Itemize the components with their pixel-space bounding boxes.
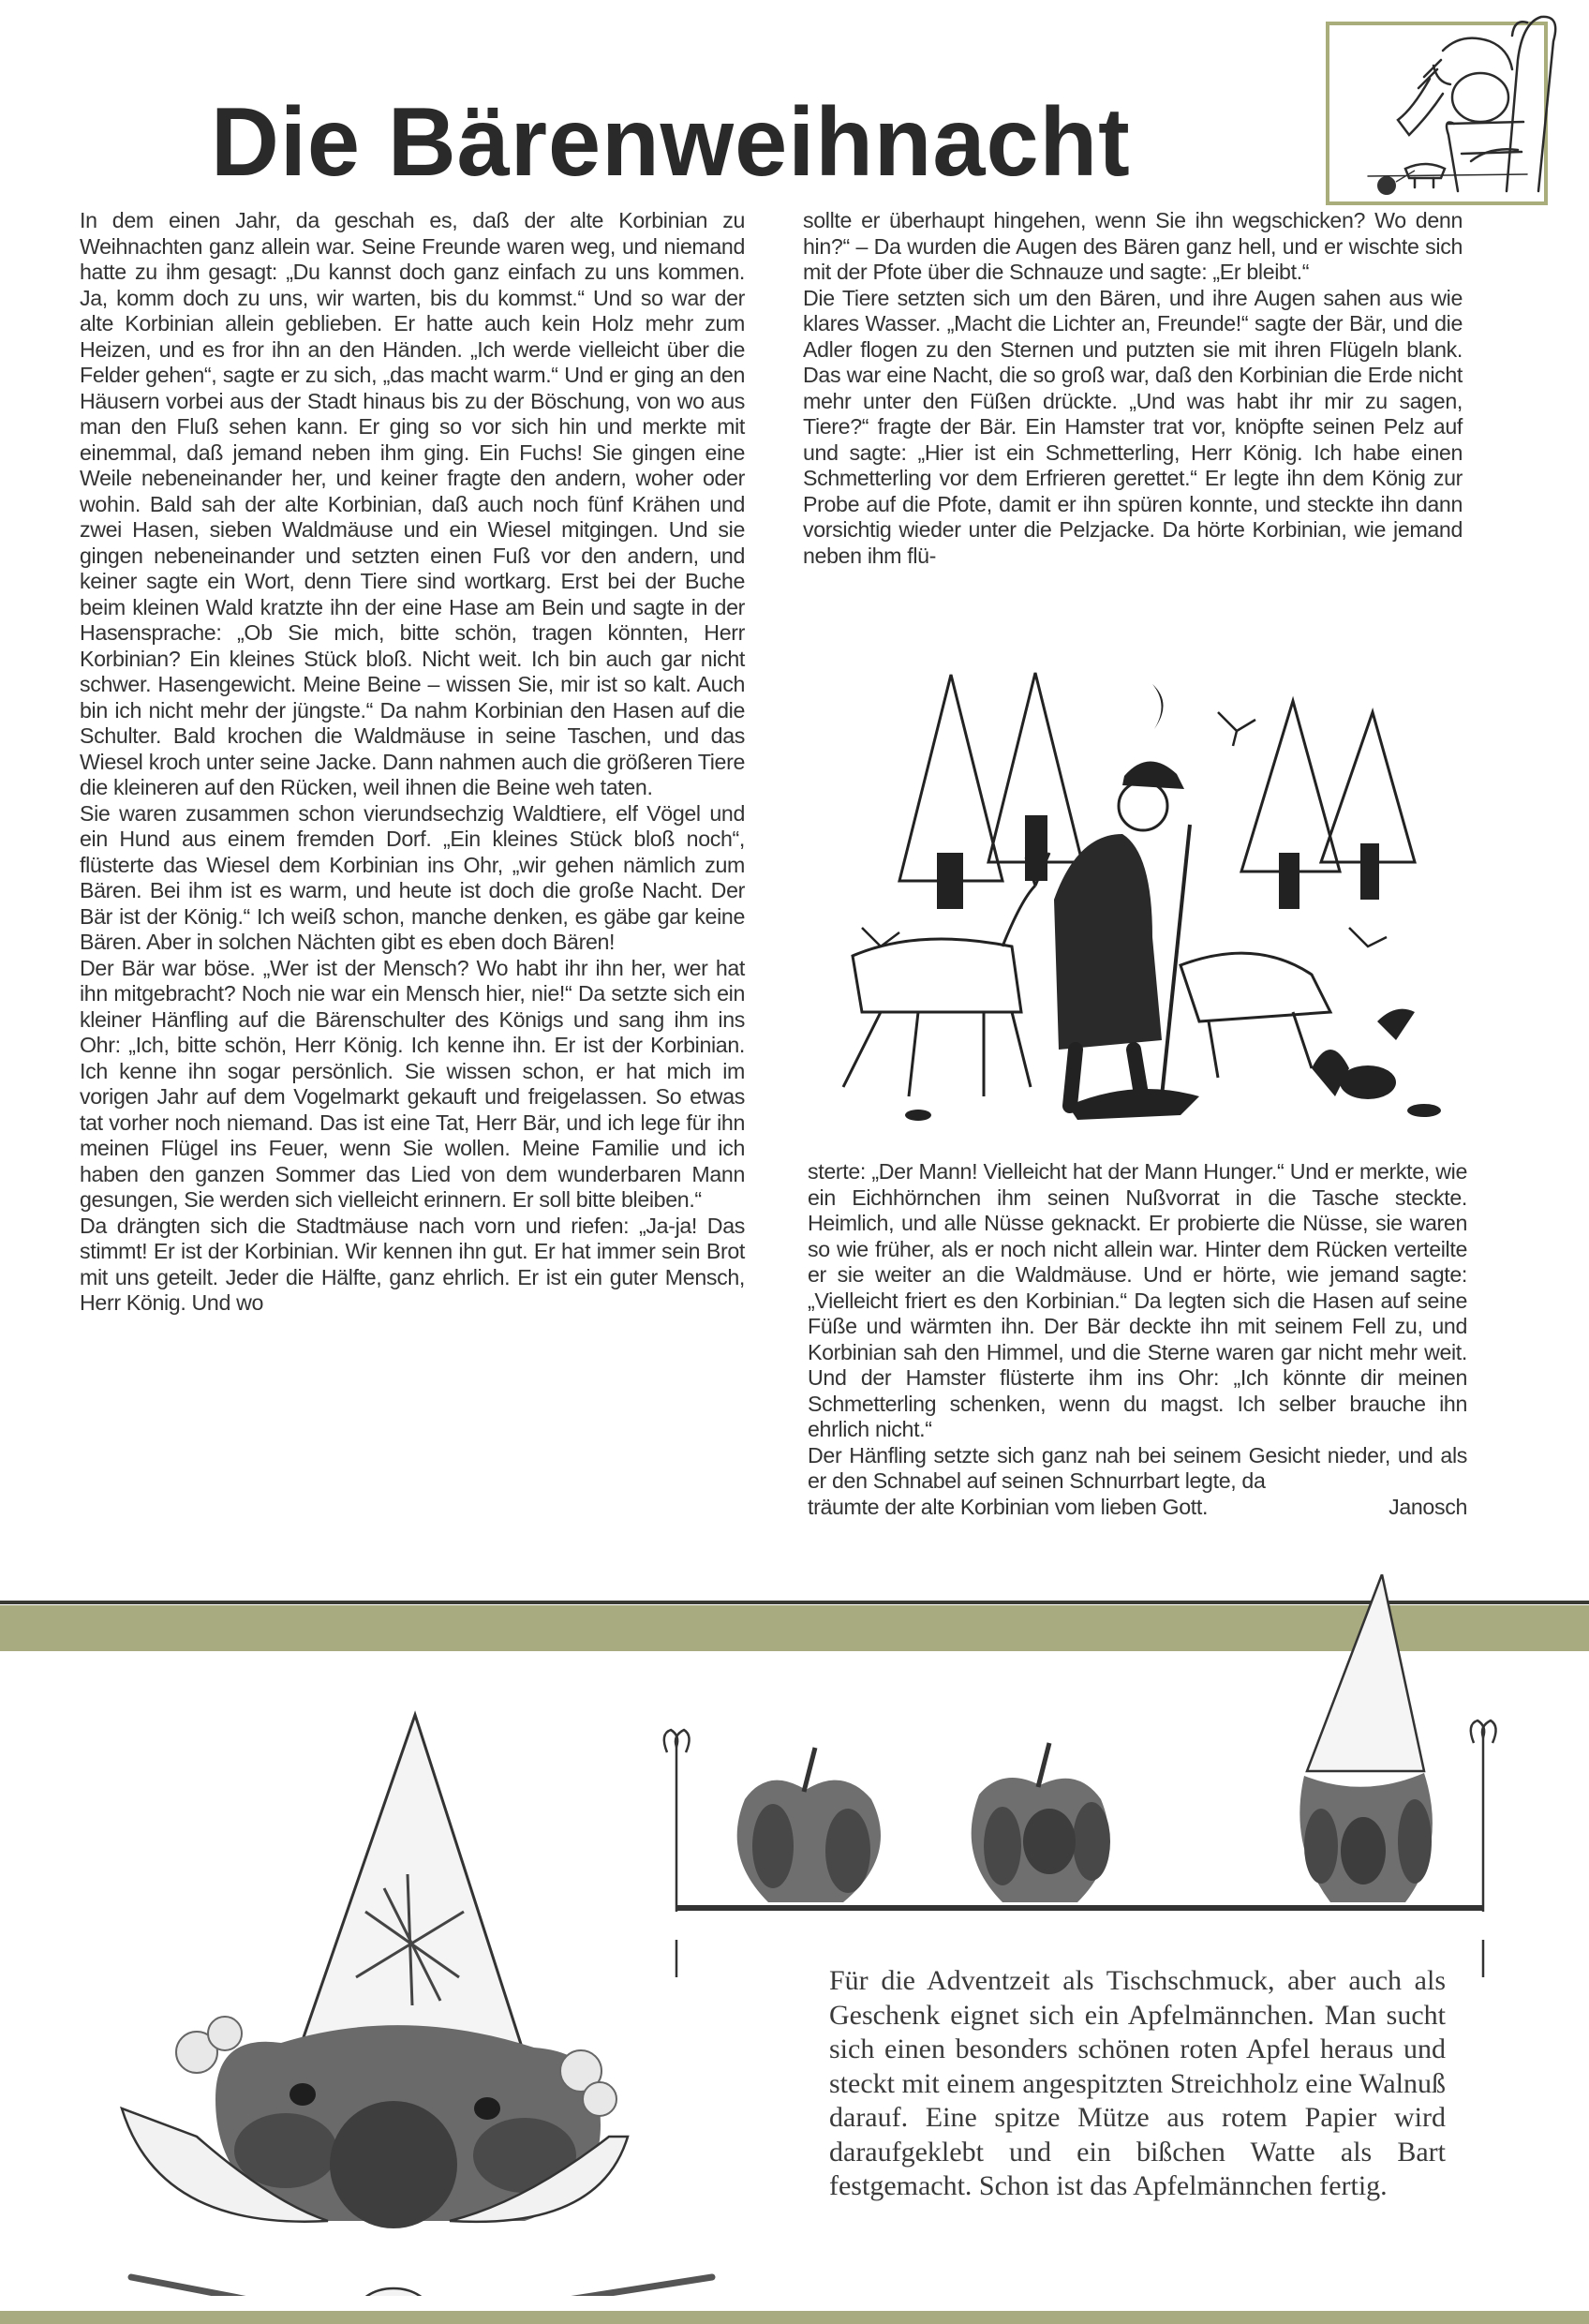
old-man-head — [1443, 38, 1512, 69]
apple-man-illustration — [0, 1696, 806, 2296]
story-paragraph: In dem einen Jahr, da geschah es, daß der alte Korbinian zu Weihnachten ganz allein war. Seine Freunde waren weg, und niemand hatte zu ihm gesagt: „Du kannst doch ganz einfach zu uns kommen. Ja, komm doch zu uns, wir warten, bis du kommst.“ Und so war der alte Korbinian allein geblieben. Er hatte auch kein Holz mehr zum Heizen, und es fror ihn an den Händen. „Ich werde vielleicht über die Felder gehen“, sagte er zu sich, „das macht warm.“ Und er ging an den Häusern vorbei aus der Stadt hinaus bis zu der Böschung, von wo aus man den Fluß sehen kann. Er ging so vor sich hin und merkte mit einemmal, daß jemand neben ihm ging. Ein Fuchs! Sie gingen eine Weile nebeneinander her, und keiner fragte den andern, woher oder wohin. Bald sah der alte Korbinian, daß auch noch fünf Krähen und zwei Hasen, sieben Waldmäuse und ein Wiesel mitgingen. Und sie gingen nebeneinander und setzten einen Fuß vor den andern, und keiner sagte ein Wort, denn Tiere sind wortkarg. Erst bei der Buche beim kleinen Wald kratzte ihn der eine Hase am Bein und sagte in der Hasensprache: „Ob Sie mich, bitte schön, tragen könnten, Herr Korbinian? Ein kleines Stück bloß. Nicht weit. Ich bin auch gar nicht schwer. Hasengewicht. Meine Beine – wissen Sie, mir ist so kalt. Auch bin ich nicht mehr der jüngste.“ Da nahm Korbinian den Hasen auf die Schulter. Bald krochen die Waldmäuse in seine Taschen, und das Wiesel kroch unter seine Jacke. Dann nahmen auch die größeren Tiere die kleineren auf den Rücken, weil ihnen die Beine weh taten. — [80, 208, 745, 799]
armchair-back — [1507, 17, 1555, 191]
craft-instructions: Für die Adventzeit als Tischschmuck, aber auch als Geschenk eignet sich ein Apfelmännchen. Man sucht sich einen besonders schönen roten Apfel heraus und steckt mit einem angespitzten Streichholz eine Walnuß darauf. Eine spitze Mütze aus rotem Papier wird daraufgeklebt und ein bißchen Watte als Bart festgemacht. Schon ist das Apfelmännchen fertig. — [829, 1965, 1446, 2201]
dog — [1181, 953, 1330, 1078]
cheek-left — [234, 2113, 337, 2188]
story-paragraph: sollte er überhaupt hingehen, wenn Sie ihn wegschicken? Wo denn hin?“ – Da wurden die Augen des Bären ganz hell, und er wischte sich mit der Pfote über die Schnauze und sagte: „Er bleibt.“ — [803, 208, 1463, 284]
walnut — [1023, 1809, 1076, 1874]
story-last-line: träumte der alte Korbinian vom lieben Gott. — [808, 1494, 1209, 1519]
walking-stick — [1162, 825, 1190, 1096]
chin — [356, 2288, 431, 2296]
olive-band-bottom — [0, 2311, 1589, 2324]
story-column-left — [80, 208, 745, 1317]
divider-line — [0, 1601, 1589, 1604]
story-column-right-bottom — [808, 1159, 1467, 1520]
article-title: Die Bärenweihnacht — [211, 88, 1131, 197]
shelf-ornament-right — [1471, 1721, 1496, 1977]
eye-left — [290, 2083, 316, 2106]
apple-2 — [972, 1743, 1110, 1902]
small-animals — [905, 1009, 1441, 1121]
story-paragraph: Der Hänfling setzte sich ganz nah bei seinem Gesicht nieder, und als er den Schnabel auf seinen Schnurrbart legte, da — [808, 1442, 1467, 1493]
old-man-belly — [1452, 73, 1508, 122]
author-signature: Janosch — [1389, 1494, 1467, 1519]
closing-line — [808, 1495, 1467, 1521]
story-paragraph: Sie waren zusammen schon vierundsechzig Waldtiere, elf Vögel und ein Hund aus einem fremden Dorf. „Ein kleines Stück bloß noch“, flüsterte das Wiesel dem Korbinian ins Ohr, „wir gehen nämlich zum Bären. Bei ihm ist es warm, und heute ist doch die große Nacht. Der Bär ist der König.“ Ich weiß schon, manche denken, es gäbe gar keine Bären. Aber in solchen Nächten gibt es eben doch Bären! — [80, 800, 745, 954]
korbinian-figure — [1054, 761, 1190, 1106]
story-paragraph: Der Bär war böse. „Wer ist der Mensch? Wo habt ihr ihn her, wer hat ihn mitgebracht? Noch nie war ein Mensch hier, nie!“ Da setzte sich ein kleiner Hänfling auf die Bärenschulter des Königs und sang ihm ins Ohr: „Ich, bitte schön, Herr König. Ich kenne ihn. Er ist der Korbinian. Ich kenne ihn sogar persönlich. Sie wissen schon, er hat mich im vorigen Jahr auf dem Vogelmarkt gekauft und freigelassen. So etwas tat vorher noch niemand. Das ist eine Tat, Herr Bär, und ich lege für ihn meinen Flügel ins Feuer, wenn Sie wollen. Meine Familie und ich haben den ganzen Sommer das Lied von dem wunderbaren Mann gesungen, Sie werden sich vielleicht erinnern. Er soll bitte bleiben.“ — [80, 955, 745, 1212]
crescent-moon-icon — [1152, 684, 1164, 729]
eye-right — [474, 2097, 500, 2120]
olive-band-top — [0, 1605, 1589, 1651]
yarn-ball — [1377, 176, 1396, 195]
paper-hat — [295, 1715, 527, 2062]
old-man-armchair-illustration — [1340, 4, 1565, 201]
story-column-right-top — [803, 208, 1463, 569]
story-paragraph: sterte: „Der Mann! Vielleicht hat der Mann Hunger.“ Und er merkte, wie ein Eichhörnchen ihm seinen Nußvorrat in die Tasche steckte. Heimlich, und alle Nüsse geknackt. Er probierte die Nüsse, sie waren so wie früher, als er noch nicht allein war. Hinter dem Rücken verteilte er sie weiter an die Waldmäuse. Und er hörte, wie jemand sagte: „Vielleicht friert es den Korbinian.“ Da legten sich die Hasen auf seine Füße und wärmten ihn. Der Bär deckte ihn mit seinem Fell zu, und Korbinian sah den Himmel, und die Sterne waren gar nicht mehr weit. Und der Hamster flüsterte ihm ins Ohr: „Ich könnte dir meinen Schmetterling schenken, wenn du magst. Ich selber brauche ihn ehrlich nicht.“ — [808, 1159, 1467, 1441]
hat — [1122, 761, 1184, 789]
armchair-arm — [1447, 123, 1458, 192]
forest-animals-illustration — [824, 656, 1480, 1134]
walnut — [1341, 1817, 1386, 1885]
story-paragraph: Die Tiere setzten sich um den Bären, und ihre Augen sahen aus wie klares Wasser. „Macht die Lichter an, Freunde!“ sagte der Bär, und die Adler flogen zu den Sternen und putzten sie mit ihren Flügeln blank. Das war eine Nacht, die so groß war, daß den Korbinian die Erde nicht mehr unter den Füßen drückte. „Und was habt ihr mir zu sagen, Tiere?“ fragte der Bär. Ein Hamster trat vor, knöpfte seinen Pelz auf und sagte: „Hier ist ein Schmetterling, Herr König. Ich habe einen Schmetterling vor dem Erfrieren gerettet.“ Er legte ihn dem König zur Probe auf die Pfote, damit er ihn spüren konnte, und steckte ihn dann vorsichtig wieder unter die Pelzjacke. Da hörte Korbinian, wie jemand neben ihm flü- — [803, 285, 1463, 568]
story-paragraph: Da drängten sich die Stadtmäuse nach vorn und riefen: „Ja-ja! Das stimmt! Er ist der Korbinian. Wir kennen ihn gut. Er hat immer sein Brot mit uns geteilt. Jeder die Hälfte, ganz ehrlich. Er ist ein guter Mensch, Herr König. Und wo — [80, 1213, 745, 1315]
walnut-nose — [330, 2101, 457, 2228]
